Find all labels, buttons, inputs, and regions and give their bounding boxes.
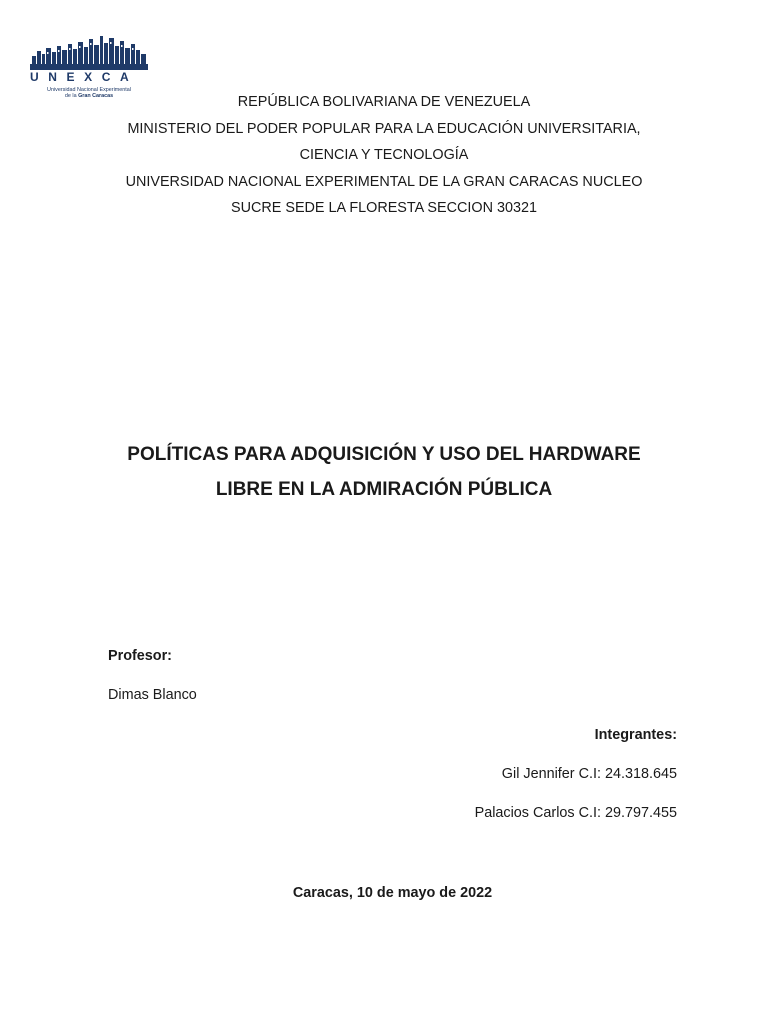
members-label: Integrantes:: [594, 727, 677, 743]
document-title-line1: POLÍTICAS PARA ADQUISICIÓN Y USO DEL HARDWARE: [127, 444, 641, 465]
header-ministry-cont: CIENCIA Y TECNOLOGÍA: [299, 147, 469, 163]
logo-subtitle-prefix: de la: [64, 93, 79, 99]
logo-subtitle-line1: Universidad Nacional Experimental: [47, 87, 131, 93]
logo-subtitle-bold: Gran Caracas: [78, 93, 114, 99]
professor-name: Dimas Blanco: [108, 687, 197, 703]
header-university: UNIVERSIDAD NACIONAL EXPERIMENTAL DE LA GRAN CARACAS NUCLEO: [125, 174, 643, 190]
member-item: Gil Jennifer C.I: 24.318.645: [501, 766, 677, 782]
professor-label: Profesor:: [108, 648, 172, 664]
document-title-line2: LIBRE EN LA ADMIRACIÓN PÚBLICA: [215, 479, 553, 500]
document-date: Caracas, 10 de mayo de 2022: [292, 885, 493, 901]
header-republic: REPÚBLICA BOLIVARIANA DE VENEZUELA: [237, 94, 531, 110]
header-ministry: MINISTERIO DEL PODER POPULAR PARA LA EDUCACIÓN UNIVERSITARIA,: [127, 121, 641, 137]
city-skyline-icon: [30, 34, 148, 70]
header-section: SUCRE SEDE LA FLORESTA SECCION 30321: [230, 200, 538, 216]
logo-wordmark: UNEXCA: [30, 70, 139, 84]
member-item: Palacios Carlos C.I: 29.797.455: [474, 805, 677, 821]
